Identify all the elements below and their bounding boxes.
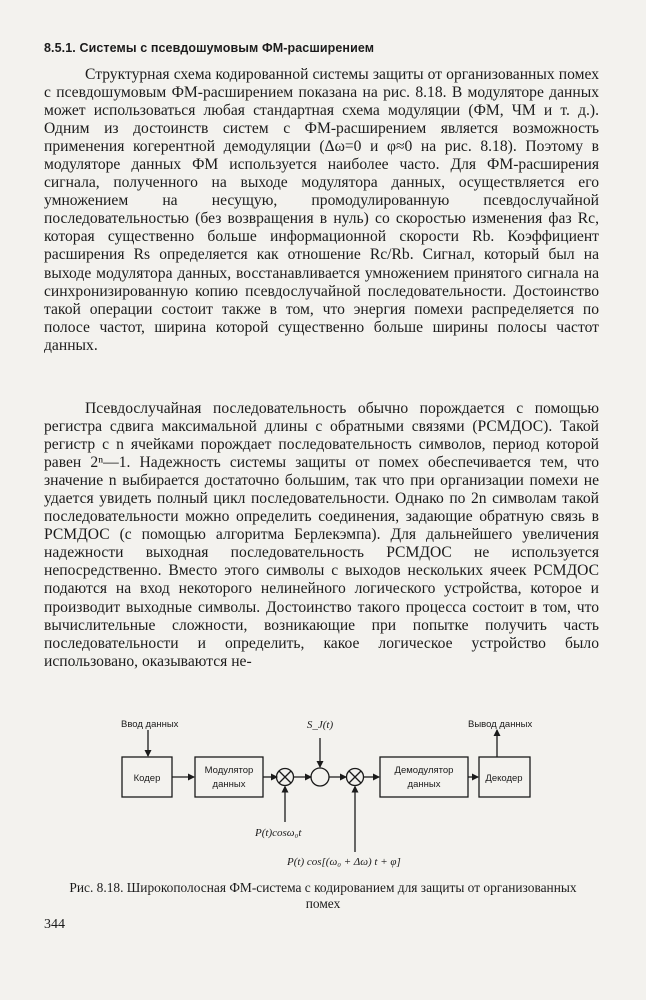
paragraph-1: Структурная схема кодированной системы защиты от организованных помех с псевдошумовым ФМ-расширением показана на рис. 8.18. В модуляторе данных может использоваться любая стандартная схема модуляции (ФМ, ЧМ и т. д.). Одним из достоинств систем с ФМ-расширением является возможность применения когерентной демодуляции (Δω=0 и φ≈0 на рис. 8.18). Поэтому в модуляторе данных ФМ используется наиболее часто. Для ФМ-расширения сигнала, полученного на выходе модулятора данных, осуществляется его умножением на несущую, промодулированную псевдослучайной последовательностью (без возвращения в нуль) со скоростью изменения фаз Rc, которая существенно больше информационной скорости Rb. Коэффициент расширения Rs определяется как отношение Rc/Rb. Сигнал, который был на выходе модулятора данных, восстанавливается умножением принятого сигнала на синхронизированную копию псевдослучайной последовательности. Достоинство такой операции состоит также в том, что энергия помехи распределяется по полосе частот, ширина которой существенно больше ширины полосы частот данных. [44,66,599,354]
rx-carrier-label: P(t) cos[(ω₀ + Δω) t + φ] [287,856,401,868]
paragraph-2: Псевдослучайная последовательность обычно порождается с помощью регистра сдвига максимальной длины с обратными связями (РСМДОС). Такой регистр с n ячейками порождает последовательность символов, период которой равен 2ⁿ—1. Надежность системы защиты от помех обеспечивается тем, что значение n выбирается достаточно большим, так что при организации помехи не удается увидеть полный цикл последовательности. Однако по 2n символам такой последовательности можно определить соединения, задающие обратную связь в РСМДОС (с помощью алгоритма Берлекэмпа). Для дальнейшего увеличения надежности выходная последовательность РСМДОС не используется непосредственно. Вместо этого символы с выходов нескольких ячеек РСМДОС подаются на вход некоторого нелинейного логического устройства, которое и производит выходные символы. Достоинство такого процесса состоит в том, что вычислительные сложности, возникающие при попытке получить часть последовательности и определить, какое логическое устройство было использовано, оказываются не- [44,400,599,670]
modulator-box [195,757,263,797]
modulator-label-2: данных [212,779,246,790]
modulator-label-1: Модулятор [204,765,254,776]
output-label: Вывод данных [468,719,533,730]
demodulator-label-1: Демодулятор [394,765,454,776]
summer-node [311,768,329,786]
input-label: Ввод данных [121,719,179,730]
figure-8-18 [0,712,646,882]
demodulator-label-2: данных [407,779,441,790]
encoder-label: Кодер [133,773,161,784]
section-heading: 8.5.1. Системы с псевдошумовым ФМ-расширением [44,41,375,55]
demodulator-box [380,757,468,797]
decoder-label: Декодер [485,773,523,784]
figure-caption: Рис. 8.18. Широкополосная ФМ-система с кодированием для защиты от организованных помех [69,880,577,911]
page-number: 344 [44,917,65,932]
tx-carrier-label: P(t)cosω₀t [255,827,302,839]
jammer-signal-label: S_J(t) [306,719,334,731]
block-diagram [0,712,646,882]
